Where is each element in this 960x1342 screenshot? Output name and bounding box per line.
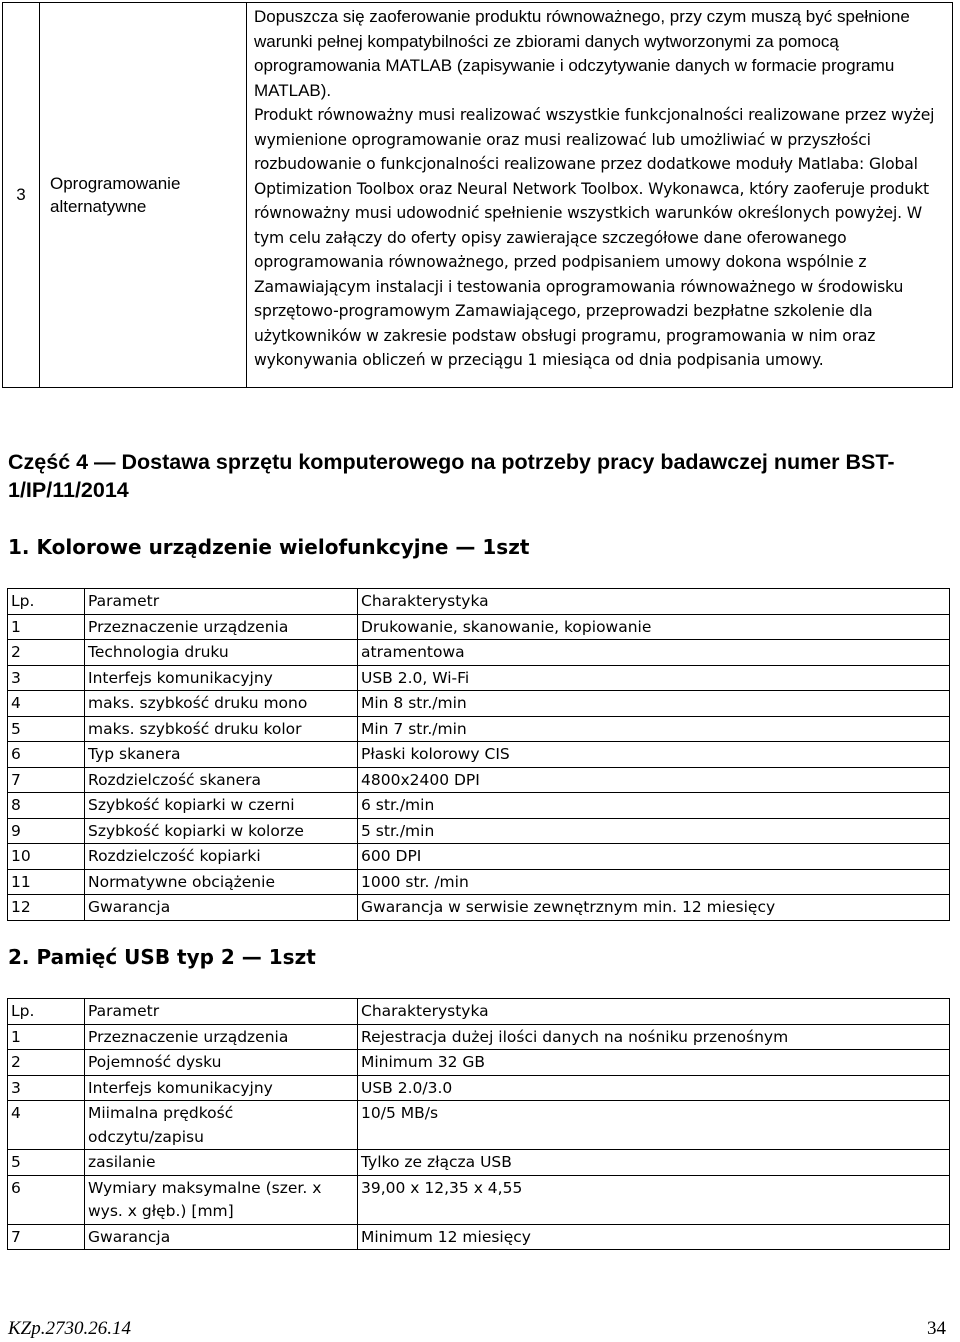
column-header: Lp. <box>8 589 85 615</box>
parameter-cell: Normatywne obciążenie <box>85 869 358 895</box>
row-number: 4 <box>8 1101 85 1150</box>
table-row <box>8 844 950 870</box>
parameter-cell: maks. szybkość druku mono <box>85 691 358 717</box>
table-row <box>8 1101 950 1150</box>
table-row <box>8 895 950 921</box>
table-body <box>8 614 950 920</box>
description-paragraph: Dopuszcza się zaoferowanie produktu równoważnego, przy czym muszą być spełnione warunki pełnej kompatybilności ze zbiorami danych wytworzonymi za pomocą oprogramowania MATLAB (zapisywanie i odczytywanie danych w formacie programu MATLAB). <box>254 7 910 100</box>
item-title: 2. Pamięć USB typ 2 — 1szt <box>8 945 316 969</box>
row-number: 11 <box>8 869 85 895</box>
column-header: Charakterystyka <box>358 999 950 1025</box>
document-reference: KZp.2730.26.14 <box>8 1318 131 1339</box>
description-paragraph: Produkt równoważny musi realizować wszystkie funkcjonalności realizowane przez wyżej wymienione oprogramowanie oraz musi realizować lub umożliwiać w przyszłości rozbudowanie o funkcjonalności realizowane przez dodatkowe moduły Matlaba: Global Optimization Toolbox oraz Neural Network Toolbox. Wykonawca, który zaoferuje produkt równoważny musi udowodnić spełnienie wszystkich warunków określonych powyżej. W tym celu załączy do oferty opisy zawierające szczegółowe dane oferowanego oprogramowania równoważnego, przed podpisaniem umowy dokona wspólnie z Zamawiającym instalacji i testowania oprogramowania równoważnego w środowisku sprzętowo-programowym Zamawiającego, przeprowadzi bezpłatne szkolenie dla użytkowników w zakresie podstaw obsługi programu, programowania w nim oraz wykonywania obliczeń w przeciągu 1 miesiąca od dnia podpisania umowy. <box>254 106 935 369</box>
column-header: Parametr <box>85 589 358 615</box>
table-row <box>8 1224 950 1250</box>
row-number: 2 <box>8 1050 85 1076</box>
characteristic-cell: 5 str./min <box>358 818 950 844</box>
table-header-row <box>8 589 950 615</box>
parameter-cell: Gwarancja <box>85 1224 358 1250</box>
parameter-cell: Technologia druku <box>85 640 358 666</box>
parameter-cell: Interfejs komunikacyjny <box>85 1075 358 1101</box>
parameter-cell: Rozdzielczość skanera <box>85 767 358 793</box>
parameter-cell: Rozdzielczość kopiarki <box>85 844 358 870</box>
item-name: Oprogramowanie alternatywne <box>40 3 247 388</box>
parameter-cell: Interfejs komunikacyjny <box>85 665 358 691</box>
characteristic-cell: Tylko ze złącza USB <box>358 1150 950 1176</box>
characteristic-cell: 600 DPI <box>358 844 950 870</box>
table-row <box>8 767 950 793</box>
table-row <box>8 1150 950 1176</box>
table-row <box>8 716 950 742</box>
page-number: 34 <box>927 1318 946 1339</box>
parameter-cell: zasilanie <box>85 1150 358 1176</box>
table-row <box>3 3 953 388</box>
row-number: 3 <box>8 665 85 691</box>
row-number: 12 <box>8 895 85 921</box>
characteristic-cell: Min 8 str./min <box>358 691 950 717</box>
characteristic-cell: Min 7 str./min <box>358 716 950 742</box>
item-description <box>247 3 953 388</box>
parameter-cell: Szybkość kopiarki w kolorze <box>85 818 358 844</box>
parameter-cell: Szybkość kopiarki w czerni <box>85 793 358 819</box>
table-header-row <box>8 999 950 1025</box>
row-number: 7 <box>8 767 85 793</box>
characteristic-cell: Płaski kolorowy CIS <box>358 742 950 768</box>
table-row <box>8 640 950 666</box>
parameter-cell: Przeznaczenie urządzenia <box>85 1024 358 1050</box>
characteristic-cell: USB 2.0/3.0 <box>358 1075 950 1101</box>
row-number: 8 <box>8 793 85 819</box>
row-number: 3 <box>3 3 40 388</box>
table-row <box>8 614 950 640</box>
section-title: Część 4 — Dostawa sprzętu komputerowego na potrzeby pracy badawczej numer BST-1/IP/11/2014 <box>8 450 895 502</box>
characteristic-cell: 39,00 x 12,35 x 4,55 <box>358 1175 950 1224</box>
row-number: 9 <box>8 818 85 844</box>
parameter-cell: Typ skanera <box>85 742 358 768</box>
row-number: 2 <box>8 640 85 666</box>
characteristic-cell: Gwarancja w serwisie zewnętrznym min. 12 miesięcy <box>358 895 950 921</box>
column-header: Lp. <box>8 999 85 1025</box>
parameter-cell: Przeznaczenie urządzenia <box>85 614 358 640</box>
characteristic-cell: Minimum 32 GB <box>358 1050 950 1076</box>
column-header: Charakterystyka <box>358 589 950 615</box>
parameter-cell: Miimalna prędkość odczytu/zapisu <box>85 1101 358 1150</box>
characteristic-cell: atramentowa <box>358 640 950 666</box>
software-requirements-table <box>2 2 953 388</box>
table-row <box>8 869 950 895</box>
row-number: 10 <box>8 844 85 870</box>
row-number: 1 <box>8 1024 85 1050</box>
table-row <box>8 793 950 819</box>
table-row <box>8 1175 950 1224</box>
parameter-cell: Pojemność dysku <box>85 1050 358 1076</box>
row-number: 1 <box>8 614 85 640</box>
characteristic-cell: Minimum 12 miesięcy <box>358 1224 950 1250</box>
row-number: 7 <box>8 1224 85 1250</box>
table-row <box>8 1050 950 1076</box>
characteristic-cell: 1000 str. /min <box>358 869 950 895</box>
table-row <box>8 1075 950 1101</box>
row-number: 6 <box>8 742 85 768</box>
parameter-cell: Gwarancja <box>85 895 358 921</box>
characteristic-cell: USB 2.0, Wi-Fi <box>358 665 950 691</box>
row-number: 3 <box>8 1075 85 1101</box>
item-title: 1. Kolorowe urządzenie wielofunkcyjne — 1szt <box>8 535 530 559</box>
row-number: 6 <box>8 1175 85 1224</box>
parameter-cell: maks. szybkość druku kolor <box>85 716 358 742</box>
parameter-cell: Wymiary maksymalne (szer. x wys. x głęb.) [mm] <box>85 1175 358 1224</box>
table-row <box>8 742 950 768</box>
table-row <box>8 665 950 691</box>
characteristic-cell: Rejestracja dużej ilości danych na nośniku przenośnym <box>358 1024 950 1050</box>
characteristic-cell: 4800x2400 DPI <box>358 767 950 793</box>
table-row <box>8 1024 950 1050</box>
column-header: Parametr <box>85 999 358 1025</box>
row-number: 5 <box>8 716 85 742</box>
table-row <box>8 818 950 844</box>
row-number: 4 <box>8 691 85 717</box>
table-row <box>8 691 950 717</box>
characteristic-cell: Drukowanie, skanowanie, kopiowanie <box>358 614 950 640</box>
spec-table-mfp <box>7 588 950 921</box>
table-body <box>8 1024 950 1250</box>
characteristic-cell: 6 str./min <box>358 793 950 819</box>
spec-table-usb <box>7 998 950 1250</box>
characteristic-cell: 10/5 MB/s <box>358 1101 950 1150</box>
row-number: 5 <box>8 1150 85 1176</box>
